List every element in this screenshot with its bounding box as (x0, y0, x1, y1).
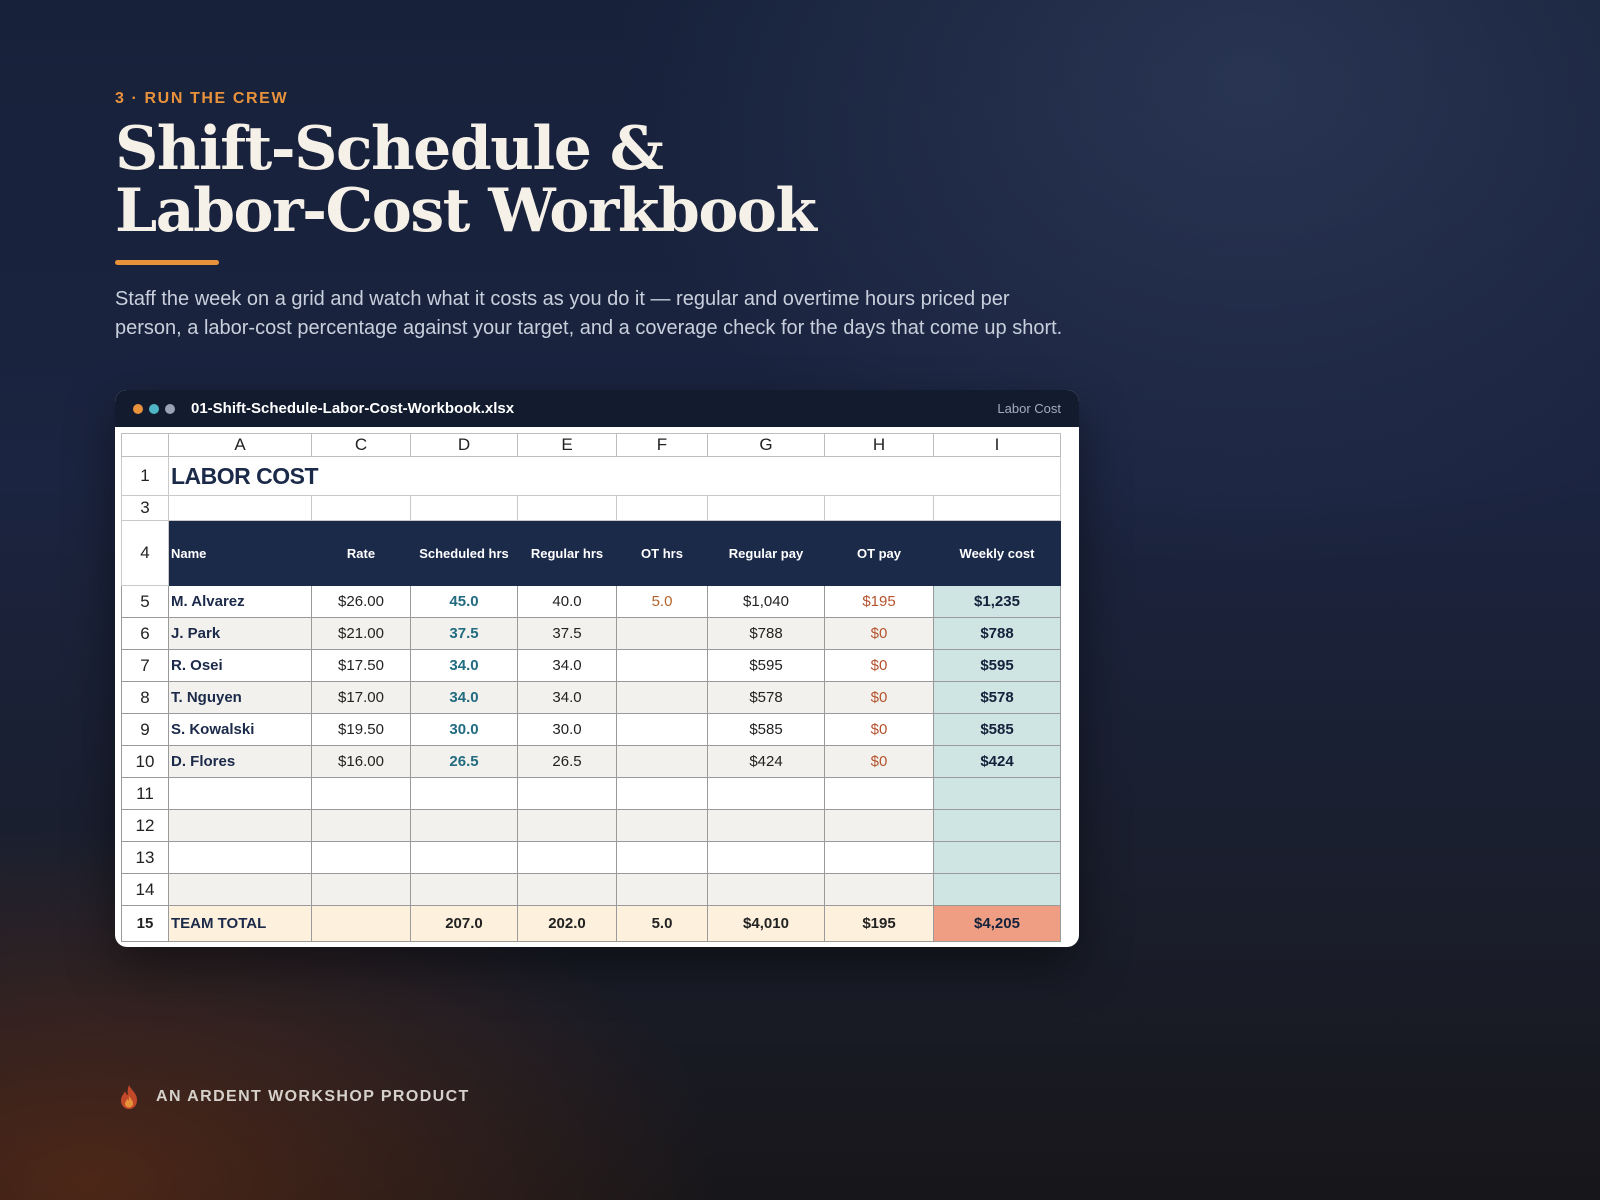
cell-scheduled-hrs[interactable] (411, 842, 518, 874)
total-regular-hrs[interactable]: 202.0 (518, 906, 617, 942)
cell-scheduled-hrs[interactable]: 30.0 (411, 714, 518, 746)
table-row (122, 618, 1061, 650)
row-number[interactable]: 8 (122, 682, 169, 714)
cell-scheduled-hrs[interactable]: 34.0 (411, 682, 518, 714)
cell-ot-hrs[interactable]: 5.0 (617, 586, 708, 618)
cell-ot-hrs[interactable] (617, 874, 708, 906)
cell-regular-hrs[interactable] (518, 810, 617, 842)
row-number[interactable]: 11 (122, 778, 169, 810)
column-header-row (122, 434, 1061, 457)
cell-rate[interactable]: $16.00 (312, 746, 411, 778)
column-header-e[interactable]: E (518, 434, 617, 457)
cell[interactable] (617, 496, 708, 521)
cell-rate[interactable]: $21.00 (312, 618, 411, 650)
table-row (122, 778, 1061, 810)
cell-ot-hrs[interactable] (617, 842, 708, 874)
total-ot-pay[interactable]: $195 (825, 906, 934, 942)
total-weekly-cost[interactable]: $4,205 (934, 906, 1061, 942)
table-row (122, 810, 1061, 842)
header-weekly-cost[interactable]: Weekly cost (934, 521, 1061, 586)
cell-name[interactable]: S. Kowalski (169, 714, 312, 746)
cell-weekly-cost[interactable] (934, 810, 1061, 842)
cell-rate[interactable] (312, 810, 411, 842)
table-row (122, 586, 1061, 618)
table-row (122, 842, 1061, 874)
corner-cell[interactable] (122, 434, 169, 457)
cell-scheduled-hrs[interactable] (411, 810, 518, 842)
window-dot-orange (133, 404, 143, 414)
row-number[interactable]: 12 (122, 810, 169, 842)
header-regular-pay[interactable]: Regular pay (708, 521, 825, 586)
header-ot-pay[interactable]: OT pay (825, 521, 934, 586)
column-header-h[interactable]: H (825, 434, 934, 457)
header-name[interactable]: Name (169, 521, 312, 586)
cell-ot-pay[interactable]: $0 (825, 682, 934, 714)
row-number[interactable]: 15 (122, 906, 169, 942)
cell-regular-pay[interactable] (708, 778, 825, 810)
cell-weekly-cost[interactable]: $595 (934, 650, 1061, 682)
cell-scheduled-hrs[interactable]: 34.0 (411, 650, 518, 682)
table-row (122, 874, 1061, 906)
column-header-g[interactable]: G (708, 434, 825, 457)
cell-ot-pay[interactable] (825, 842, 934, 874)
header-regular-hrs[interactable]: Regular hrs (518, 521, 617, 586)
cell-rate[interactable]: $17.00 (312, 682, 411, 714)
column-header-c[interactable]: C (312, 434, 411, 457)
spreadsheet-window (115, 390, 1079, 947)
header-ot-hrs[interactable]: OT hrs (617, 521, 708, 586)
cell-weekly-cost[interactable] (934, 874, 1061, 906)
row-number[interactable]: 14 (122, 874, 169, 906)
sheet-title-row (122, 457, 1061, 496)
section-eyebrow: 3 · RUN THE CREW (115, 90, 289, 107)
cell-scheduled-hrs[interactable]: 26.5 (411, 746, 518, 778)
file-name: 01-Shift-Schedule-Labor-Cost-Workbook.xlsx (191, 400, 515, 417)
title-line-1: Shift-Schedule & (115, 114, 663, 184)
table-row (122, 682, 1061, 714)
column-header-a[interactable]: A (169, 434, 312, 457)
title-line-2: Labor-Cost Workbook (115, 176, 816, 246)
flame-icon (118, 1084, 140, 1110)
cell-regular-hrs[interactable] (518, 874, 617, 906)
cell[interactable] (934, 496, 1061, 521)
cell-name[interactable]: M. Alvarez (169, 586, 312, 618)
total-label[interactable]: TEAM TOTAL (169, 906, 312, 942)
cell-ot-pay[interactable]: $0 (825, 714, 934, 746)
cell-rate[interactable] (312, 778, 411, 810)
cell-name[interactable] (169, 874, 312, 906)
row-number[interactable]: 5 (122, 586, 169, 618)
cell-rate[interactable]: $19.50 (312, 714, 411, 746)
table-row (122, 714, 1061, 746)
cell-regular-pay[interactable] (708, 810, 825, 842)
cell-ot-hrs[interactable] (617, 618, 708, 650)
cell-regular-pay[interactable] (708, 842, 825, 874)
brand-footer (118, 1084, 470, 1110)
cell-ot-hrs[interactable] (617, 650, 708, 682)
cell-ot-pay[interactable]: $0 (825, 650, 934, 682)
cell[interactable] (708, 496, 825, 521)
cell-regular-pay[interactable]: $424 (708, 746, 825, 778)
title-underline (115, 260, 219, 265)
cell-weekly-cost[interactable]: $788 (934, 618, 1061, 650)
row-number[interactable]: 6 (122, 618, 169, 650)
total-scheduled-hrs[interactable]: 207.0 (411, 906, 518, 942)
blank-row (122, 496, 1061, 521)
cell-ot-hrs[interactable] (617, 714, 708, 746)
cell-ot-hrs[interactable] (617, 778, 708, 810)
cell-scheduled-hrs[interactable] (411, 778, 518, 810)
cell-rate[interactable] (312, 874, 411, 906)
column-header-i[interactable]: I (934, 434, 1061, 457)
cell-ot-pay[interactable]: $195 (825, 586, 934, 618)
page-title (115, 114, 1080, 246)
cell-regular-hrs[interactable]: 40.0 (518, 586, 617, 618)
window-dot-teal (149, 404, 159, 414)
cell-scheduled-hrs[interactable]: 37.5 (411, 618, 518, 650)
row-number[interactable]: 9 (122, 714, 169, 746)
cell-rate[interactable] (312, 842, 411, 874)
table-row (122, 746, 1061, 778)
row-number[interactable]: 1 (122, 457, 169, 496)
cell-name[interactable]: R. Osei (169, 650, 312, 682)
cell[interactable] (825, 496, 934, 521)
cell-regular-hrs[interactable] (518, 842, 617, 874)
cell-scheduled-hrs[interactable]: 45.0 (411, 586, 518, 618)
cell-regular-hrs[interactable]: 37.5 (518, 618, 617, 650)
window-dot-gray (165, 404, 175, 414)
cell-weekly-cost[interactable] (934, 842, 1061, 874)
cell[interactable] (518, 496, 617, 521)
cell-name[interactable]: D. Flores (169, 746, 312, 778)
cell-ot-hrs[interactable] (617, 810, 708, 842)
cell-regular-hrs[interactable] (518, 778, 617, 810)
sheet-tab-label[interactable]: Labor Cost (997, 401, 1061, 416)
cell-regular-pay[interactable]: $1,040 (708, 586, 825, 618)
cell-weekly-cost[interactable]: $424 (934, 746, 1061, 778)
description: Staff the week on a grid and watch what it costs as you do it — regular and overtime hours priced per person, a labor-cost percentage against your target, and a coverage check for the days that come up short. (115, 288, 1063, 339)
cell-weekly-cost[interactable]: $578 (934, 682, 1061, 714)
cell-regular-pay[interactable] (708, 874, 825, 906)
cell-regular-hrs[interactable]: 26.5 (518, 746, 617, 778)
cell-ot-pay[interactable] (825, 778, 934, 810)
total-regular-pay[interactable]: $4,010 (708, 906, 825, 942)
cell-ot-hrs[interactable] (617, 746, 708, 778)
cell[interactable] (312, 496, 411, 521)
row-number[interactable]: 3 (122, 496, 169, 521)
column-header-f[interactable]: F (617, 434, 708, 457)
row-number[interactable]: 4 (122, 521, 169, 586)
cell-regular-pay[interactable]: $578 (708, 682, 825, 714)
cell-ot-pay[interactable] (825, 810, 934, 842)
cell-regular-pay[interactable]: $585 (708, 714, 825, 746)
cell-regular-hrs[interactable]: 34.0 (518, 650, 617, 682)
sheet-grid (121, 433, 1061, 942)
sheet-title[interactable]: LABOR COST (169, 457, 1061, 496)
cell[interactable] (169, 496, 312, 521)
table-row (122, 650, 1061, 682)
table-header-row (122, 521, 1061, 586)
team-total-row (122, 906, 1061, 942)
hero (115, 90, 1080, 343)
window-titlebar (115, 390, 1079, 427)
cell-name[interactable] (169, 842, 312, 874)
cell-rate[interactable]: $17.50 (312, 650, 411, 682)
footer-brand-text: AN ARDENT WORKSHOP PRODUCT (156, 1088, 470, 1105)
cell-regular-hrs[interactable]: 30.0 (518, 714, 617, 746)
cell-weekly-cost[interactable]: $1,235 (934, 586, 1061, 618)
cell-regular-hrs[interactable]: 34.0 (518, 682, 617, 714)
cell-ot-pay[interactable]: $0 (825, 618, 934, 650)
total-ot-hrs[interactable]: 5.0 (617, 906, 708, 942)
cell-ot-hrs[interactable] (617, 682, 708, 714)
cell-ot-pay[interactable]: $0 (825, 746, 934, 778)
cell-scheduled-hrs[interactable] (411, 874, 518, 906)
cell-weekly-cost[interactable] (934, 778, 1061, 810)
header-rate[interactable]: Rate (312, 521, 411, 586)
cell-name[interactable]: T. Nguyen (169, 682, 312, 714)
cell-name[interactable] (169, 778, 312, 810)
header-scheduled-hrs[interactable]: Scheduled hrs (411, 521, 518, 586)
cell-rate[interactable]: $26.00 (312, 586, 411, 618)
cell-ot-pay[interactable] (825, 874, 934, 906)
total-rate[interactable] (312, 906, 411, 942)
row-number[interactable]: 10 (122, 746, 169, 778)
cell[interactable] (411, 496, 518, 521)
cell-regular-pay[interactable]: $595 (708, 650, 825, 682)
cell-weekly-cost[interactable]: $585 (934, 714, 1061, 746)
row-number[interactable]: 7 (122, 650, 169, 682)
column-header-d[interactable]: D (411, 434, 518, 457)
cell-name[interactable] (169, 810, 312, 842)
cell-regular-pay[interactable]: $788 (708, 618, 825, 650)
cell-name[interactable]: J. Park (169, 618, 312, 650)
row-number[interactable]: 13 (122, 842, 169, 874)
